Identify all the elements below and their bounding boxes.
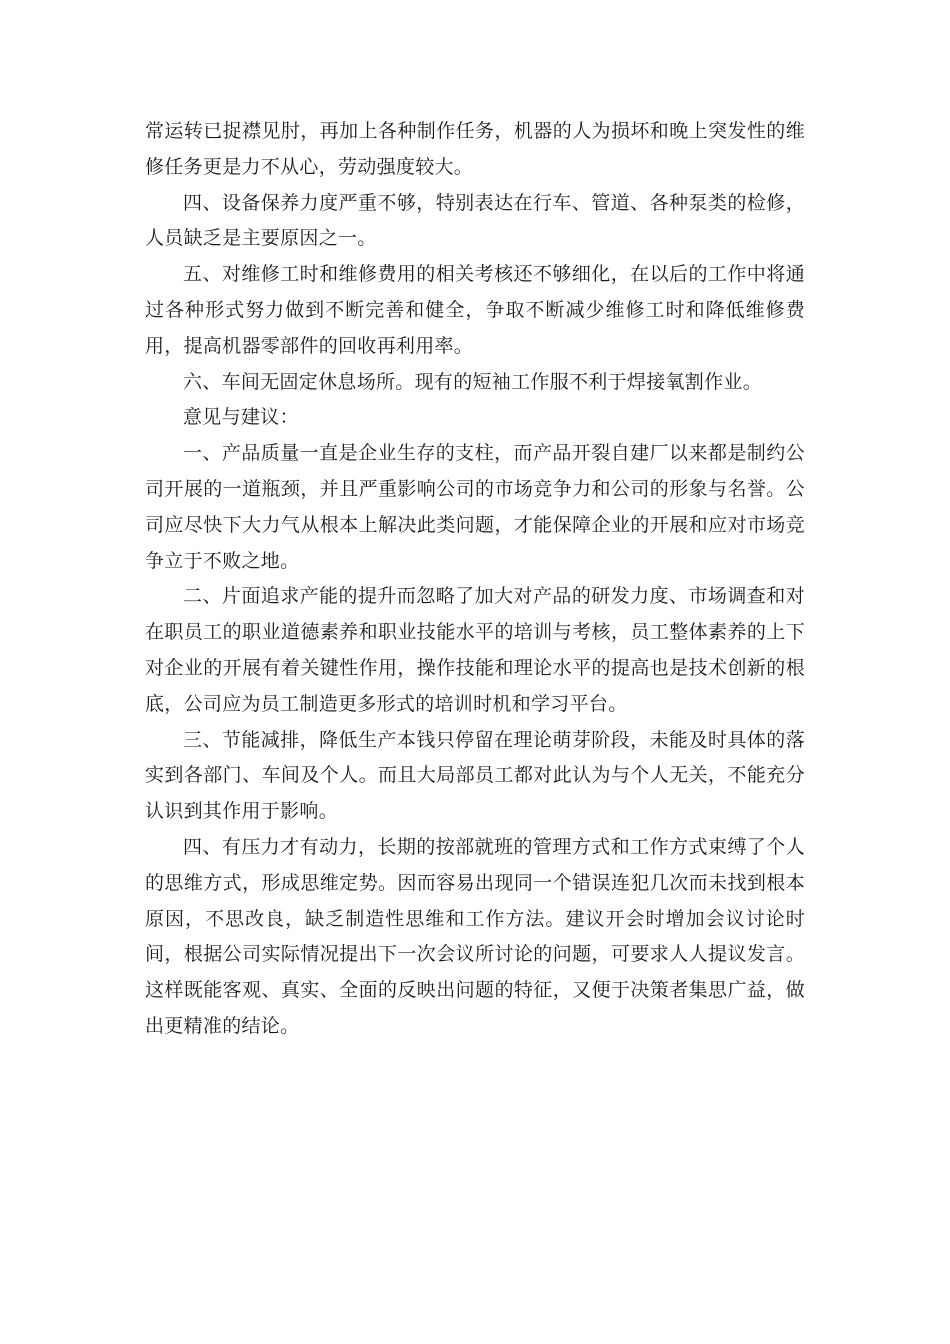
section-heading-suggestions: 意见与建议： bbox=[183, 406, 299, 429]
paragraph-issue-4: 四、设备保养力度严重不够，特别表达在行车、管道、各种泵类的检修，人员缺乏是主要原因之一。 bbox=[145, 191, 805, 250]
paragraph-suggestion-2: 二、片面追求产能的提升而忽略了加大对产品的研发力度、市场调查和对在职员工的职业道德素养和职业技能水平的培训与考核，员工整体素养的上下对企业的开展有着关键性作用，操作技能和理论水平的提高也是技术创新的根底，公司应为员工制造更多形式的培训时机和学习平台。 bbox=[145, 585, 805, 715]
paragraph-issue-6: 六、车间无固定休息场所。现有的短袖工作服不利于焊接氧割作业。 bbox=[183, 370, 763, 393]
document-body bbox=[145, 114, 805, 1045]
paragraph-suggestion-1: 一、产品质量一直是企业生存的支柱，而产品开裂自建厂以来都是制约公司开展的一道瓶颈，并且严重影响公司的市场竞争力和公司的形象与名誉。公司应尽快下大力气从根本上解决此类问题，才能保障企业的开展和应对市场竞争立于不败之地。 bbox=[145, 442, 805, 572]
paragraph-continuation: 常运转已捉襟见肘，再加上各种制作任务，机器的人为损坏和晚上突发性的维修任务更是力不从心，劳动强度较大。 bbox=[145, 120, 805, 178]
paragraph-suggestion-4: 四、有压力才有动力，长期的按部就班的管理方式和工作方式束缚了个人的思维方式，形成思维定势。因而容易出现同一个错误连犯几次而未找到根本原因，不思改良，缺乏制造性思维和工作方法。建议开会时增加会议讨论时间，根据公司实际情况提出下一次会议所讨论的问题，可要求人人提议发言。这样既能客观、真实、全面的反映出问题的特征，又便于决策者集思广益，做出更精准的结论。 bbox=[145, 835, 805, 1037]
paragraph-issue-5: 五、对维修工时和维修费用的相关考核还不够细化，在以后的工作中将通过各种形式努力做到不断完善和健全，争取不断减少维修工时和降低维修费用，提高机器零部件的回收再利用率。 bbox=[145, 263, 805, 357]
paragraph-suggestion-3: 三、节能减排，降低生产本钱只停留在理论萌芽阶段，未能及时具体的落实到各部门、车间及个人。而且大局部员工都对此认为与个人无关，不能充分认识到其作用于影响。 bbox=[145, 728, 805, 823]
